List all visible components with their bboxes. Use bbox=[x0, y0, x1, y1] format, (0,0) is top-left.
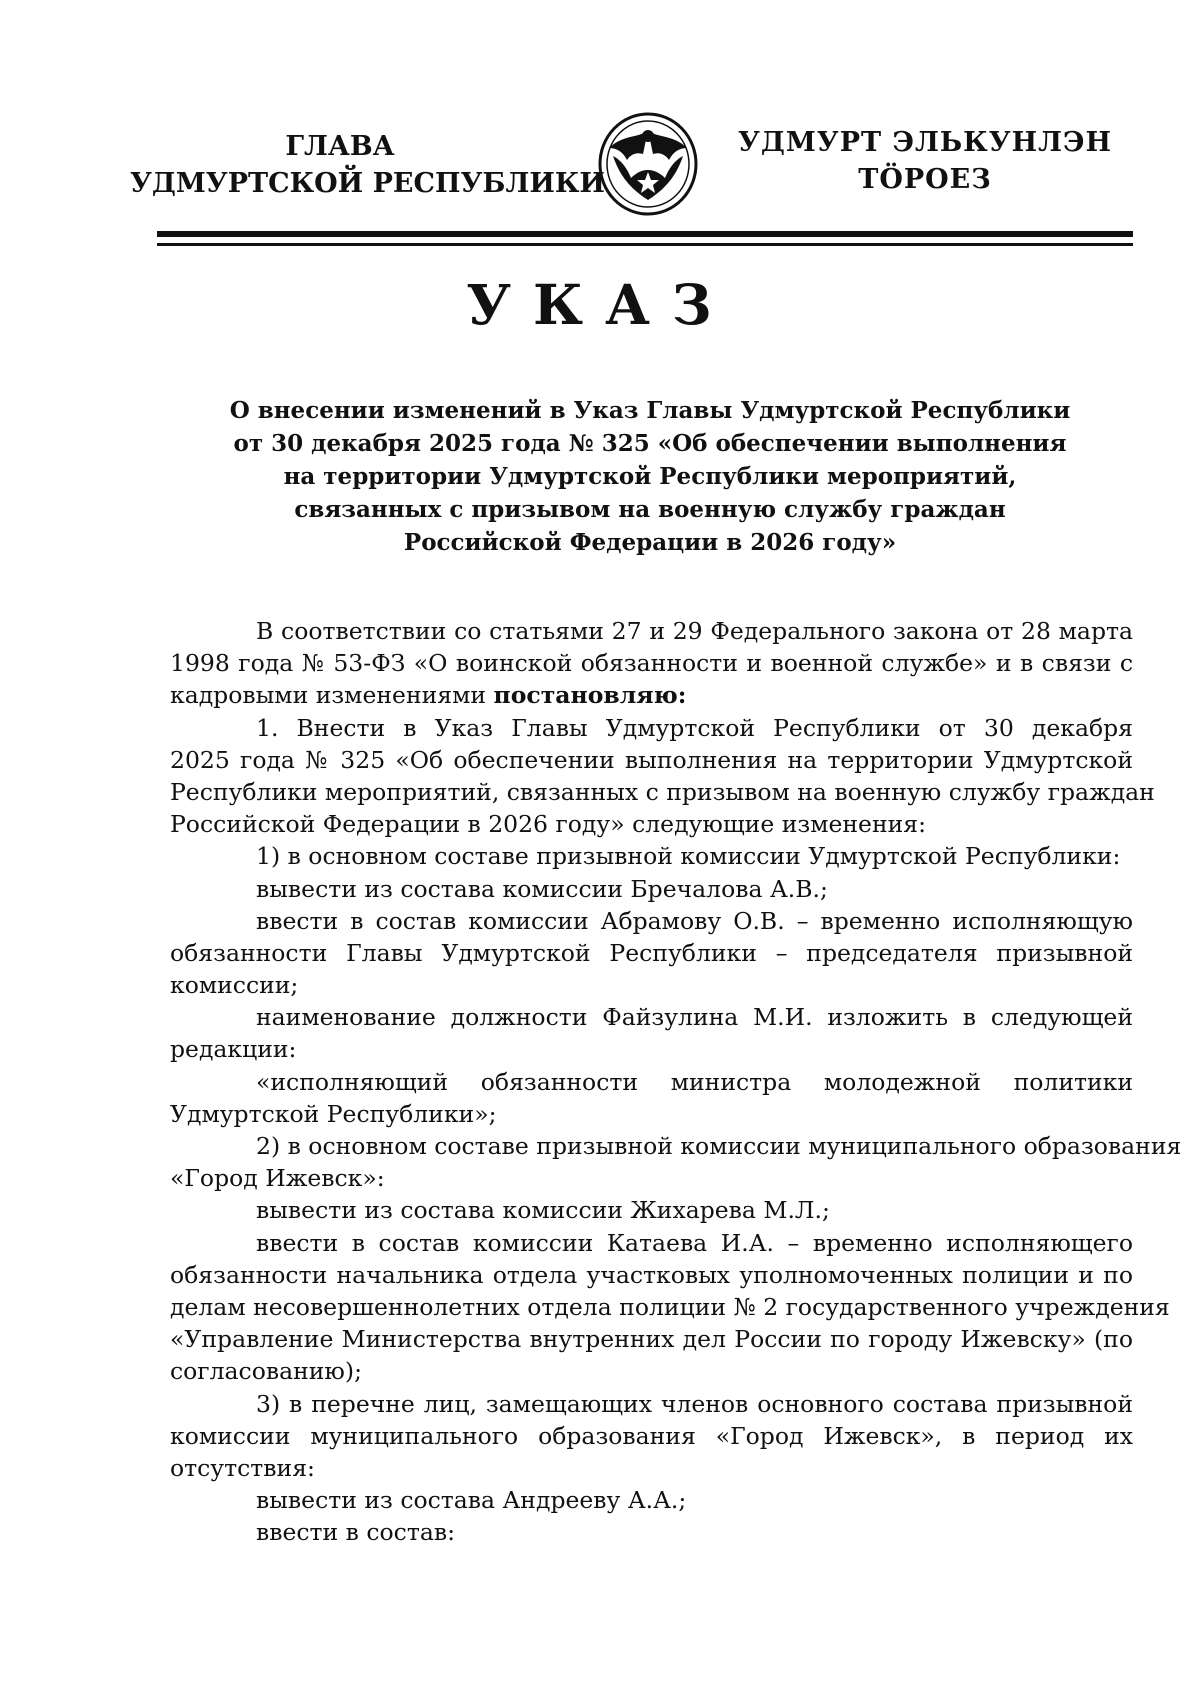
udmurt-coat-of-arms-icon bbox=[593, 108, 703, 218]
body-line: 1998 года № 53-ФЗ «О воинской обязанности и военной службе» и в связи с bbox=[170, 649, 1133, 678]
body-line: Удмуртской Республики»; bbox=[170, 1099, 497, 1128]
issuer-title-line: УДМУРТ ЭЛЬКУНЛЭН bbox=[738, 127, 1112, 158]
body-line: вывести из состава Андрееву А.А.; bbox=[256, 1486, 687, 1515]
document-subject bbox=[170, 394, 1130, 559]
body-line: 2) в основном составе призывной комиссии муниципального образования bbox=[256, 1132, 1182, 1160]
body-line: В соответствии со статьями 27 и 29 Федерального закона от 28 марта bbox=[256, 617, 1133, 645]
body-line: вывести из состава комиссии Бречалова А.В.; bbox=[256, 874, 828, 903]
body-line: 2025 года № 325 «Об обеспечении выполнения на территории Удмуртской bbox=[170, 745, 1133, 774]
body-line: 1. Внести в Указ Главы Удмуртской Республики от 30 декабря bbox=[256, 713, 1133, 742]
body-line: ввести в состав: bbox=[256, 1518, 455, 1547]
document-title: УКАЗ bbox=[466, 272, 734, 337]
issuer-title-russian bbox=[130, 128, 605, 202]
body-line: делам несовершеннолетних отдела полиции № 2 государственного учреждения bbox=[170, 1292, 1170, 1321]
subject-line: О внесении изменений в Указ Главы Удмуртской Республики bbox=[229, 397, 1071, 424]
document-body bbox=[170, 615, 1182, 1548]
body-line: наименование должности Файзулина М.И. изложить в следующей bbox=[256, 1003, 1133, 1032]
body-line: ввести в состав комиссии Катаева И.А. – временно исполняющего bbox=[256, 1228, 1133, 1257]
issuer-title-udmurt bbox=[735, 124, 1115, 198]
issuer-title-line: ГЛАВА bbox=[285, 131, 395, 162]
subject-line: на территории Удмуртской Республики мероприятий, bbox=[283, 463, 1017, 490]
body-line: обязанности Главы Удмуртской Республики – председателя призывной bbox=[170, 938, 1133, 967]
issuer-title-line: УДМУРТСКОЙ РЕСПУБЛИКИ bbox=[130, 168, 605, 199]
decree-operative-word: постановляю: bbox=[493, 681, 687, 710]
body-line: «исполняющий обязанности министра молодежной политики bbox=[256, 1067, 1133, 1096]
body-line: редакции: bbox=[170, 1035, 297, 1064]
subject-line: от 30 декабря 2025 года № 325 «Об обеспечении выполнения bbox=[233, 430, 1067, 457]
header-divider-thin bbox=[157, 243, 1133, 246]
body-line: обязанности начальника отдела участковых уполномоченных полиции и по bbox=[170, 1260, 1133, 1289]
body-line: ввести в состав комиссии Абрамову О.В. – временно исполняющую bbox=[256, 906, 1133, 935]
body-line: Республики мероприятий, связанных с призывом на военную службу граждан bbox=[170, 777, 1155, 806]
body-line: комиссии; bbox=[170, 971, 299, 1000]
body-line: 3) в перечне лиц, замещающих членов основного состава призывной bbox=[256, 1389, 1133, 1418]
body-line bbox=[170, 679, 1133, 711]
subject-line: Российской Федерации в 2026 году» bbox=[403, 529, 897, 556]
body-line: Российской Федерации в 2026 году» следующие изменения: bbox=[170, 810, 927, 839]
body-line: 1) в основном составе призывной комиссии Удмуртской Республики: bbox=[256, 842, 1121, 871]
body-text: кадровыми изменениями bbox=[170, 681, 487, 710]
body-line: «Город Ижевск»: bbox=[170, 1164, 385, 1193]
issuer-title-line: ТӦРОЕЗ bbox=[858, 164, 992, 195]
subject-line: связанных с призывом на военную службу граждан bbox=[294, 496, 1006, 523]
body-line: согласованию); bbox=[170, 1357, 362, 1386]
body-line: отсутствия: bbox=[170, 1453, 315, 1482]
body-line: «Управление Министерства внутренних дел России по городу Ижевску» (по bbox=[170, 1325, 1133, 1354]
body-line: комиссии муниципального образования «Город Ижевск», в период их bbox=[170, 1421, 1133, 1450]
body-line: вывести из состава комиссии Жихарева М.Л.; bbox=[256, 1196, 830, 1225]
header-divider-thick bbox=[157, 231, 1133, 237]
